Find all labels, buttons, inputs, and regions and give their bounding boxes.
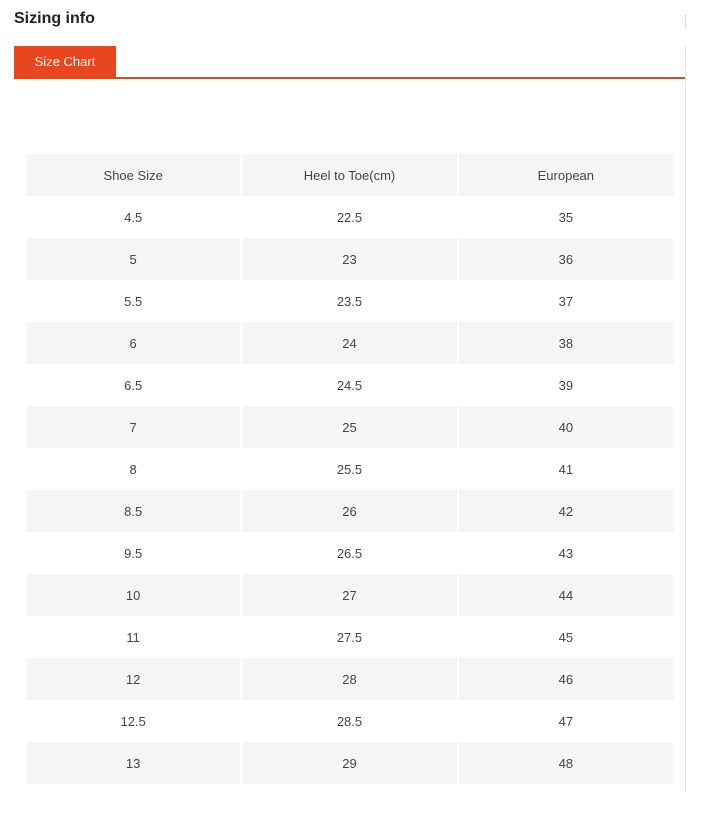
table-row — [26, 700, 673, 742]
shoe-size-cell: 4.5 — [124, 209, 143, 225]
european-cell: 45 — [558, 629, 574, 645]
corner-handle — [685, 15, 688, 27]
tab-size-chart[interactable]: Size Chart — [14, 46, 116, 77]
table-row — [26, 616, 673, 658]
size-table — [24, 154, 675, 784]
heel-to-toe-cell: 25 — [242, 406, 456, 448]
european-cell: 47 — [558, 713, 574, 729]
heel-to-toe-cell: 28 — [242, 658, 456, 700]
heel-to-toe-cell: 23 — [242, 238, 456, 280]
heel-to-toe-cell: 27.5 — [336, 629, 363, 645]
heel-to-toe-cell: 23.5 — [336, 293, 363, 309]
shoe-size-cell: 8 — [129, 461, 137, 477]
european-cell: 41 — [558, 461, 574, 477]
table-row — [26, 196, 673, 238]
shoe-size-cell: 12 — [26, 658, 240, 700]
shoe-size-cell: 8.5 — [26, 490, 240, 532]
heel-to-toe-cell: 24 — [242, 322, 456, 364]
column-header-shoe-size: Shoe Size — [26, 154, 240, 196]
european-cell: 36 — [459, 238, 673, 280]
table-row — [26, 532, 673, 574]
column-header-european: European — [459, 154, 673, 196]
table-header-row — [26, 154, 673, 196]
european-cell: 39 — [558, 377, 574, 393]
table-row — [26, 364, 673, 406]
table-row — [26, 280, 673, 322]
shoe-size-cell: 6 — [26, 322, 240, 364]
european-cell: 44 — [459, 574, 673, 616]
page-title: Sizing info — [14, 10, 95, 27]
heel-to-toe-cell: 27 — [242, 574, 456, 616]
shoe-size-cell: 5 — [26, 238, 240, 280]
table-row — [26, 574, 673, 616]
table-row — [26, 322, 673, 364]
table-row — [26, 490, 673, 532]
table-body — [26, 196, 673, 784]
panel-border — [685, 46, 686, 791]
european-cell: 43 — [558, 545, 574, 561]
table-row — [26, 448, 673, 490]
heel-to-toe-cell: 25.5 — [336, 461, 363, 477]
heel-to-toe-cell: 26.5 — [336, 545, 363, 561]
european-cell: 38 — [459, 322, 673, 364]
table-row — [26, 658, 673, 700]
heel-to-toe-cell: 24.5 — [336, 377, 363, 393]
european-cell: 35 — [558, 209, 574, 225]
shoe-size-cell: 7 — [26, 406, 240, 448]
table-row — [26, 238, 673, 280]
european-cell: 37 — [558, 293, 574, 309]
heel-to-toe-cell: 22.5 — [336, 209, 363, 225]
heel-to-toe-cell: 26 — [242, 490, 456, 532]
shoe-size-cell: 5.5 — [124, 293, 143, 309]
table-row — [26, 406, 673, 448]
shoe-size-cell: 9.5 — [124, 545, 143, 561]
european-cell: 40 — [459, 406, 673, 448]
heel-to-toe-cell: 29 — [242, 742, 456, 784]
tab-bar — [14, 46, 685, 79]
shoe-size-cell: 11 — [126, 629, 140, 645]
shoe-size-cell: 12.5 — [120, 713, 146, 729]
european-cell: 46 — [459, 658, 673, 700]
table-row — [26, 742, 673, 784]
shoe-size-cell: 10 — [26, 574, 240, 616]
shoe-size-cell: 13 — [26, 742, 240, 784]
heel-to-toe-cell: 28.5 — [336, 713, 363, 729]
column-header-heel-to-toe: Heel to Toe(cm) — [242, 154, 456, 196]
european-cell: 48 — [459, 742, 673, 784]
european-cell: 42 — [459, 490, 673, 532]
shoe-size-cell: 6.5 — [124, 377, 143, 393]
